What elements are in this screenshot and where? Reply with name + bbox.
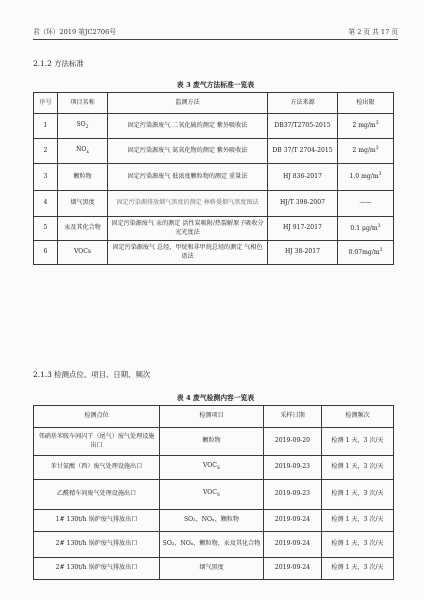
table3-header-row [34, 93, 394, 114]
col-header-item: 检测项目 [160, 406, 264, 428]
method-standard-table [33, 92, 394, 265]
table-row: 3 颗粒物 固定污染源废气 低浓度颗粒物的测定 重量法 HJ 836-2017 1.0 $mg/m^3$ [34, 164, 394, 191]
table3-caption: 表 3 废气方法标准一览表 [176, 81, 255, 89]
table-row: 2# 130t/h 锅炉废气排放出口 烟气黑度 2019-09-24 检测 1 天，3 次/天 [34, 558, 394, 580]
table-row: 邻硝基苯胺车间闪干（尾气）废气处理设施出口 颗粒物 2019-09-20 检测 1 天，3 次/天 [34, 428, 394, 456]
section-heading-detection-points: 2.1.3 检测点位、项目、日期、频次 [33, 370, 151, 379]
table-row: 苯甘氨酸（西）废气处理设施出口 $VOC_S$ 2019-09-23 检测 1 天，3 次/天 [34, 456, 394, 480]
col-header-no: 序号 [34, 93, 58, 114]
detection-content-table [33, 405, 394, 580]
col-header-frequency: 检测频次 [322, 406, 394, 428]
table-row: 6 VOCs 固定污染源废气 总烃、甲烷和非甲烷总烃的测定 气相色谱法 HJ 38-2017 $0.07mg/m^3$ [34, 241, 394, 265]
table-row: 1# 130t/h 锅炉废气排放出口 SO₂、NOₓ、颗粒物 2019-09-24 检测 1 天，3 次/天 [34, 510, 394, 532]
col-header-limit: 检出限 [338, 93, 394, 114]
table-row: 5 汞及其化合物 固定污染源废气 汞的测定 活性炭吸附/热裂解原子吸收分光光度法 HJ 917-2017 0.1 $\mu g/m^3$ [34, 217, 394, 241]
header-divider [33, 39, 398, 40]
col-header-item: 项目名称 [58, 93, 108, 114]
col-header-point: 检测点位 [34, 406, 160, 428]
table4-caption: 表 4 废气检测内容一览表 [176, 394, 255, 402]
table-row: 1 $SO_2$ 固定污染源废气 二氧化硫的测定 紫外吸收法 DB37/T2705-2015 2 $mg/m^3$ [34, 114, 394, 139]
table-row: 4 烟气黑度 固定污染源排放烟气黑度的测定 林格曼烟气黑度图法 HJ/T 398-2007 —— [34, 191, 394, 217]
section-heading-method-standard: 2.1.2 方法标准 [33, 59, 84, 68]
table4-header-row [34, 406, 394, 428]
col-header-source: 方法来源 [268, 93, 338, 114]
col-header-date: 采样日期 [264, 406, 322, 428]
page-number: 第 2 页 共 17 页 [348, 28, 398, 36]
report-number: 君（环）2019 第JC2706号 [33, 28, 116, 36]
table-row: 2# 130t/h 锅炉废气排放出口 SO₂、NOₓ、颗粒物、汞及其化合物 2019-09-24 检测 1 天，3 次/天 [34, 532, 394, 558]
table-row: 2 $NO_x$ 固定污染源废气 氮氧化物的测定 紫外吸收法 DB 37/T 2704-2015 2 $mg/m^3$ [34, 139, 394, 164]
col-header-method: 监测方法 [108, 93, 268, 114]
page-header [33, 26, 398, 38]
table-row: 乙酰精车间废气处理设施出口 $VOC_S$ 2019-09-23 检测 1 天，3 次/天 [34, 480, 394, 510]
